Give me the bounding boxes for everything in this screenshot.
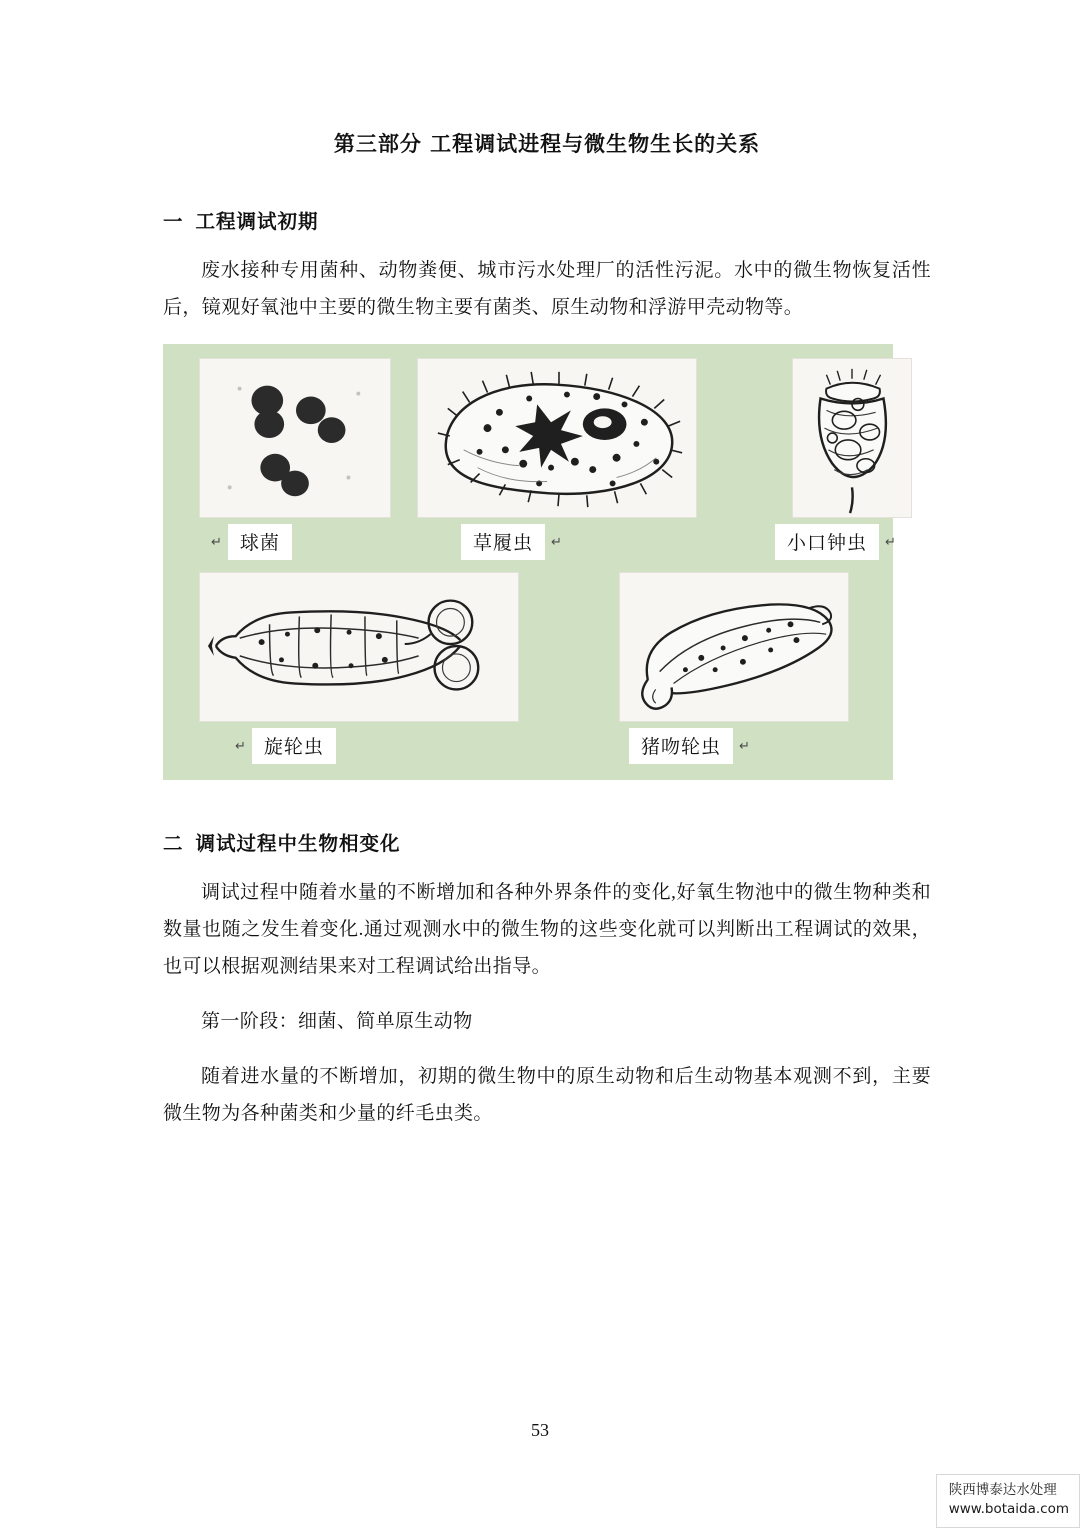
paragraph-mark-icon: ↵ (211, 534, 222, 550)
philodina-caption-wrap (229, 728, 519, 764)
section-2-paragraph-3: 随着进水量的不断增加，初期的微生物中的原生动物和后生动物基本观测不到，主要微生物为各种菌类和少量的纤毛虫类。 (163, 1066, 931, 1125)
vorticella-micrograph (792, 358, 912, 518)
figure-item-vorticella (697, 358, 912, 560)
section-1-paragraph-1: 废水接种专用菌种、动物粪便、城市污水处理厂的活性污泥。水中的微生物恢复活性后，镜观好氧池中主要的微生物主要有菌类、原生动物和浮游甲壳动物等。 (163, 260, 931, 319)
watermark-line-2: www.botaida.com (948, 1501, 1069, 1518)
watermark-line-1: 陕西博泰达水处理 (948, 1481, 1057, 1498)
figure-caption-vorticella: 小口钟虫 (775, 524, 879, 560)
figure-caption-philodina: 旋轮虫 (252, 728, 336, 764)
section-title-1: 工程调试初期 (195, 210, 319, 233)
paragraph-mark-icon: ↵ (739, 738, 750, 754)
figure-row-2 (163, 572, 893, 764)
section-number-1: 一 (163, 210, 184, 233)
vorticella-caption-wrap (775, 524, 912, 560)
coccus-bacteria-micrograph (199, 358, 391, 518)
coccus-caption-wrap (205, 524, 391, 560)
paragraph-mark-icon: ↵ (235, 738, 246, 754)
figure-caption-dicranophorus: 猪吻轮虫 (629, 728, 733, 764)
watermark (936, 1474, 1080, 1528)
figure-item-paramecium (391, 358, 697, 560)
figure-caption-coccus: 球菌 (228, 524, 292, 560)
page-title: 第三部分 工程调试进程与微生物生长的关系 (333, 132, 761, 156)
dicranophorus-rotifer-micrograph (619, 572, 849, 722)
figure-item-dicranophorus (519, 572, 849, 764)
figure-row-1 (163, 358, 896, 560)
figure-item-coccus (181, 358, 391, 560)
section-title-2: 调试过程中生物相变化 (195, 832, 401, 856)
section-heading-2 (163, 828, 931, 856)
dicranophorus-caption-wrap (629, 728, 849, 764)
paragraph-mark-icon: ↵ (885, 534, 896, 550)
microorganism-figure (163, 344, 896, 780)
paramecium-micrograph (417, 358, 697, 518)
page-content (163, 0, 931, 1132)
section-number-2: 二 (163, 832, 184, 856)
section-2-paragraph-1: 调试过程中随着水量的不断增加和各种外界条件的变化,好氧生物池中的微生物种类和数量也随之发生着变化.通过观测水中的微生物的这些变化就可以判断出工程调试的效果，也可以根据观测结果来对工程调试给出指导。 (163, 882, 931, 978)
section-heading-1 (163, 206, 931, 234)
paramecium-caption-wrap (461, 524, 697, 560)
figure-caption-paramecium: 草履虫 (461, 524, 545, 560)
paragraph-mark-icon: ↵ (551, 534, 562, 550)
figure-item-philodina (181, 572, 519, 764)
philodina-rotifer-micrograph (199, 572, 519, 722)
section-2-paragraph-2: 第一阶段：细菌、简单原生动物 (201, 1011, 473, 1033)
page-number: 53 (531, 1420, 549, 1440)
